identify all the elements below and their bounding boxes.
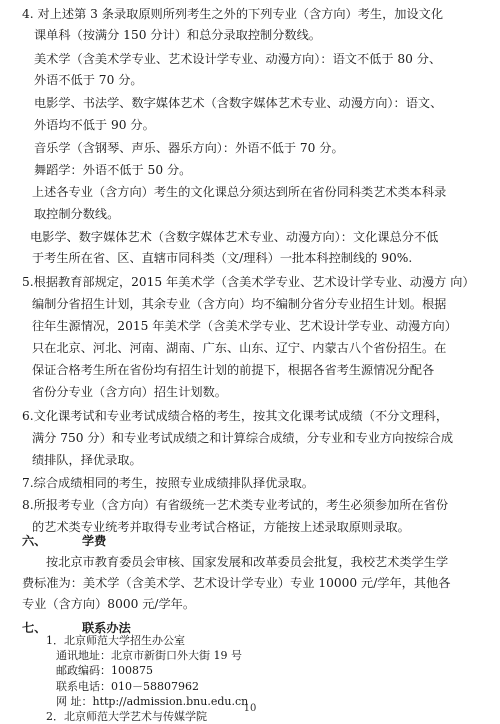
item-5-line: 往年生源情况，2015 年美术学（含美术学专业、艺术设计学专业、动漫方向）: [32, 319, 457, 333]
item-4-line: 外语不低于 70 分。: [34, 73, 143, 87]
item-4-line: 电影学、书法学、数字媒体艺术（含数字媒体艺术专业、动漫方向）：语文、: [34, 96, 443, 110]
contact-office: 1．北京师范大学招生办公室: [46, 634, 185, 647]
item-4-line: 电影学、数字媒体艺术（含数字媒体艺术专业、动漫方向）：文化课总分不低: [30, 230, 439, 244]
item-8-line: 8.所报考专业（含方向）有省级统一艺术类专业考试的，考生必须参加所在省份: [22, 498, 449, 512]
item-8-line: 的艺术类专业统考并取得专业考试合格证，方能按上述录取原则录取。: [32, 520, 410, 534]
item-5-line: 只在北京、河北、河南、湖南、广东、山东、辽宁、内蒙古八个省份招生。在: [32, 341, 447, 355]
section-6-line: 费标准为：美术学（含美术学、艺术设计学专业）专业 10000 元/学年，其他各: [22, 576, 451, 590]
item-6-line: 满分 750 分）和专业考试成绩之和计算综合成绩，分专业和专业方向按综合成: [32, 431, 454, 445]
item-4-line: 上述各专业（含方向）考生的文化课总分须达到所在省份同科类艺术类本科录: [32, 185, 447, 199]
section-6-title: 学费: [82, 534, 107, 548]
contact-college: 2．北京师范大学艺术与传媒学院: [46, 710, 207, 723]
contact-postcode: 邮政编码：100875: [56, 664, 153, 678]
item-4-line: 于考生所在省、区、直辖市同科类（文/理科）一批本科控制线的 90%.: [32, 251, 413, 265]
contact-address: 通讯地址：北京市新街口外大街 19 号: [56, 649, 242, 663]
item-6-line: 6.文化课考试和专业考试成绩合格的考生，按其文化课考试成绩（不分文理科，: [22, 409, 449, 423]
item-4-line: 4. 对上述第 3 条录取原则所列考生之外的下列专业（含方向）考生，加设文化: [22, 7, 444, 21]
item-4-line: 课单科（按满分 150 分计）和总分录取控制分数线。: [34, 28, 321, 42]
item-7-line: 7.综合成绩相同的考生，按照专业成绩排队择优录取。: [22, 476, 314, 490]
section-6-number: 六、: [22, 534, 47, 548]
item-4-line: 美术学（含美术学专业、艺术设计学专业、动漫方向）：语文不低于 80 分、: [34, 52, 442, 66]
section-7-number: 七、: [22, 621, 47, 635]
section-6-line: 专业（含方向）8000 元/学年。: [22, 597, 196, 611]
item-5-line: 省份分专业（含方向）招生计划数。: [32, 385, 227, 399]
item-4-line: 音乐学（含钢琴、声乐、器乐方向）：外语不低于 70 分。: [34, 141, 344, 155]
item-5-line: 编制分省招生计划，其余专业（含方向）均不编制分省分专业招生计划。根据: [32, 297, 447, 311]
section-7-title: 联系办法: [82, 621, 131, 635]
item-6-line: 绩排队，择优录取。: [32, 453, 142, 467]
item-4-line: 取控制分数线。: [34, 207, 120, 221]
item-5-line: 5.根据教育部规定，2015 年美术学（含美术学专业、艺术设计学专业、动漫方 向）: [22, 275, 475, 289]
section-6-line: 按北京市教育委员会审核、国家发展和改革委员会批复，我校艺术类学生学: [46, 555, 449, 569]
contact-website[interactable]: 网 址：http://admission.bnu.edu.cn: [56, 694, 249, 708]
item-4-line: 外语均不低于 90 分。: [34, 118, 155, 132]
item-5-line: 保证合格考生所在省份均有招生计划的前提下，根据各省考生源情况分配各: [32, 363, 435, 377]
contact-phone: 联系电话：010－58807962: [56, 679, 199, 693]
item-4-line: 舞蹈学：外语不低于 50 分。: [34, 163, 192, 177]
page-number: 10: [243, 703, 257, 714]
